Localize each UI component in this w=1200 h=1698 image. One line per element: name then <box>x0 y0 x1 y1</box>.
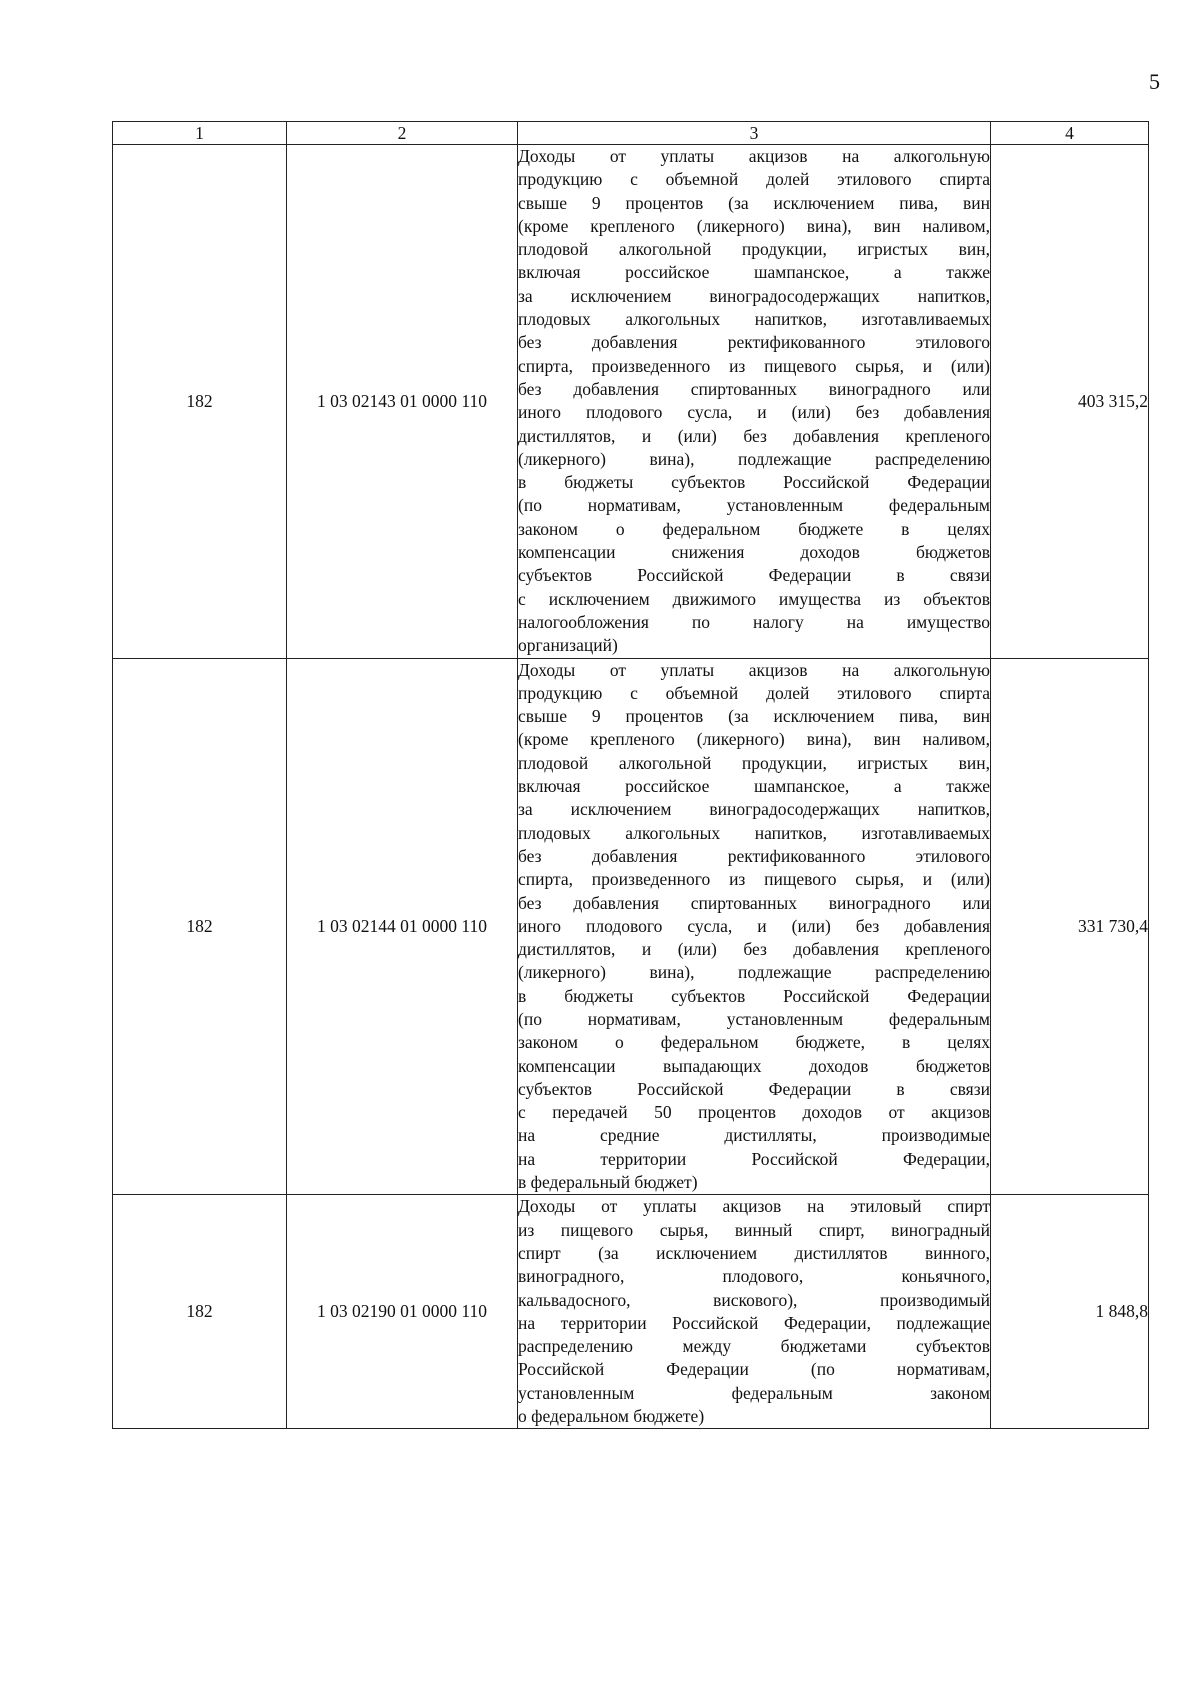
description-line: иного плодового сусла, и (или) без добавления <box>518 915 990 936</box>
column-header-2: 2 <box>287 122 518 145</box>
description-line: субъектов Российской Федерации в связи <box>518 1078 990 1099</box>
description-line: спирта, произведенного из пищевого сырья, и (или) <box>518 869 990 890</box>
description-line: свыше 9 процентов (за исключением пива, вин <box>518 192 990 213</box>
description-line: без добавления ректификованного этилового <box>518 332 990 353</box>
description-line: на территории Российской Федерации, <box>518 1148 990 1169</box>
kbk-code-cell: 1 03 02144 01 0000 110 <box>287 658 518 1195</box>
description-line: с передачей 50 процентов доходов от акцизов <box>518 1102 990 1123</box>
description-line: законом о федеральном бюджете, в целях <box>518 1032 990 1053</box>
description-line: на территории Российской Федерации, подлежащие <box>518 1312 990 1333</box>
description-line: организаций) <box>518 635 618 656</box>
description-line: на средние дистилляты, производимые <box>518 1125 990 1146</box>
description-line: иного плодового сусла, и (или) без добавления <box>518 402 990 423</box>
admin-code-cell: 182 <box>113 658 287 1195</box>
description-line: (ликерного) вина), подлежащие распределению <box>518 962 990 983</box>
table-row <box>113 658 1149 1195</box>
table-row <box>113 1195 1149 1429</box>
description-line: за исключением виноградосодержащих напитков, <box>518 285 990 306</box>
description-line: дистиллятов, и (или) без добавления крепленого <box>518 425 990 446</box>
description-line: за исключением виноградосодержащих напитков, <box>518 799 990 820</box>
column-header-3: 3 <box>518 122 991 145</box>
column-header-4: 4 <box>991 122 1149 145</box>
amount-cell: 331 730,4 <box>991 658 1149 1195</box>
description-line: спирта, произведенного из пищевого сырья, и (или) <box>518 355 990 376</box>
description-line: Доходы от уплаты акцизов на этиловый спирт <box>518 1196 990 1217</box>
description-line: (кроме крепленого (ликерного) вина), вин наливом, <box>518 215 990 236</box>
description-line: компенсации снижения доходов бюджетов <box>518 542 990 563</box>
description-line: компенсации выпадающих доходов бюджетов <box>518 1055 990 1076</box>
description-line: (ликерного) вина), подлежащие распределению <box>518 448 990 469</box>
description-line: в бюджеты субъектов Российской Федерации <box>518 472 990 493</box>
revenue-table <box>112 121 1149 1429</box>
description-line: (по нормативам, установленным федеральным <box>518 1008 990 1029</box>
description-line: продукцию с объемной долей этилового спирта <box>518 169 990 190</box>
description-line: (по нормативам, установленным федеральным <box>518 495 990 516</box>
description-line: плодовой алкогольной продукции, игристых вин, <box>518 752 990 773</box>
description-line: установленным федеральным законом <box>518 1382 990 1403</box>
description-cell <box>518 658 991 1195</box>
kbk-code-cell: 1 03 02190 01 0000 110 <box>287 1195 518 1429</box>
column-header-1: 1 <box>113 122 287 145</box>
description-line: дистиллятов, и (или) без добавления крепленого <box>518 939 990 960</box>
table-header-row <box>113 122 1149 145</box>
description-line: (кроме крепленого (ликерного) вина), вин наливом, <box>518 729 990 750</box>
description-line: включая российское шампанское, а также <box>518 776 990 797</box>
description-line: виноградного, плодового, коньячного, <box>518 1266 990 1287</box>
description-cell <box>518 1195 991 1429</box>
description-line: налогообложения по налогу на имущество <box>518 611 990 632</box>
description-line: свыше 9 процентов (за исключением пива, вин <box>518 706 990 727</box>
description-line: законом о федеральном бюджете в целях <box>518 518 990 539</box>
description-line: спирт (за исключением дистиллятов винного, <box>518 1242 990 1263</box>
description-line: в федеральный бюджет) <box>518 1172 698 1193</box>
description-line: без добавления ректификованного этилового <box>518 845 990 866</box>
description-line: Российской Федерации (по нормативам, <box>518 1359 990 1380</box>
description-line: продукцию с объемной долей этилового спирта <box>518 682 990 703</box>
kbk-code-cell: 1 03 02143 01 0000 110 <box>287 145 518 659</box>
description-line: плодовой алкогольной продукции, игристых вин, <box>518 239 990 260</box>
page-number: 5 <box>1149 69 1160 94</box>
description-line: с исключением движимого имущества из объектов <box>518 588 990 609</box>
amount-cell: 403 315,2 <box>991 145 1149 659</box>
description-line: в бюджеты субъектов Российской Федерации <box>518 985 990 1006</box>
description-line: из пищевого сырья, винный спирт, виноградный <box>518 1219 990 1240</box>
admin-code-cell: 182 <box>113 1195 287 1429</box>
description-line: плодовых алкогольных напитков, изготавливаемых <box>518 822 990 843</box>
description-line: субъектов Российской Федерации в связи <box>518 565 990 586</box>
description-line: о федеральном бюджете) <box>518 1406 705 1427</box>
description-line: Доходы от уплаты акцизов на алкогольную <box>518 146 990 166</box>
description-line: распределению между бюджетами субъектов <box>518 1336 990 1357</box>
description-line: кальвадосного, вискового), производимый <box>518 1289 990 1310</box>
description-line: включая российское шампанское, а также <box>518 262 990 283</box>
table-row <box>113 145 1149 659</box>
description-line: плодовых алкогольных напитков, изготавливаемых <box>518 309 990 330</box>
admin-code-cell: 182 <box>113 145 287 659</box>
description-line: Доходы от уплаты акцизов на алкогольную <box>518 659 990 680</box>
amount-cell: 1 848,8 <box>991 1195 1149 1429</box>
description-line: без добавления спиртованных виноградного или <box>518 378 990 399</box>
description-line: без добавления спиртованных виноградного или <box>518 892 990 913</box>
description-cell <box>518 145 991 659</box>
